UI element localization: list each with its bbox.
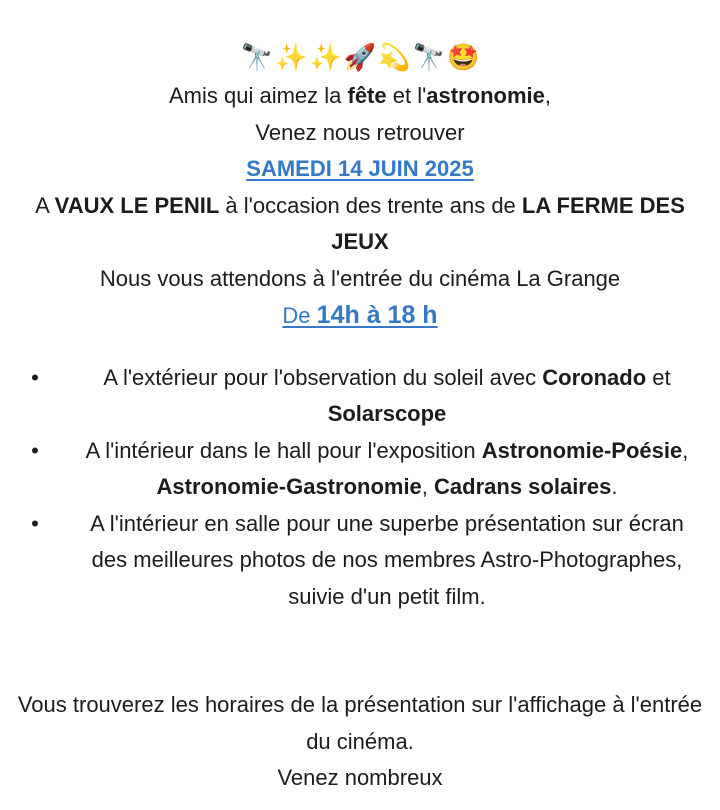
greeting-bold-astronomie: astronomie (426, 83, 545, 108)
telescope-icon: 🔭 (240, 43, 274, 73)
place-text: à l'occasion des trente ans de (219, 192, 522, 218)
list-item-bold: Solarscope (327, 401, 447, 426)
telescope-icon: 🔭 (412, 43, 445, 73)
rocket-icon: 🚀 (343, 43, 377, 73)
list-item-bold: Astronomie-Gastronomie (156, 474, 422, 499)
list-item-text: . (611, 474, 618, 499)
place-bold-venue: LA FERME DES JEUX (331, 192, 685, 254)
star-struck-icon: 🤩 (446, 43, 480, 73)
bullet-icon: • (31, 437, 39, 463)
closing-line: Venez nombreux (277, 765, 443, 790)
meeting-line: Nous vous attendons à l'entrée du cinéma La Grange (99, 265, 621, 291)
place-text: A (35, 192, 55, 218)
spacer (0, 615, 720, 687)
sparkles-icon: ✨ (309, 43, 342, 73)
greeting-line (0, 78, 720, 115)
schedule-note: Vous trouverez les horaires de la présentation sur l'affichage à l'entrée du cinéma. (17, 692, 703, 754)
bullet-icon: • (31, 510, 39, 536)
emoji-row (0, 38, 720, 78)
invite-line: Venez nous retrouver (255, 119, 465, 145)
list-item-text: A l'intérieur dans le hall pour l'exposition (85, 437, 482, 463)
list-item-text: et (646, 364, 671, 390)
greeting-bold-fete: fête (347, 83, 387, 108)
list-item (0, 433, 720, 506)
time-link[interactable]: 14h à 18 h (316, 301, 438, 329)
activity-list (0, 360, 720, 616)
list-item-bold: Astronomie-Poésie (481, 437, 683, 463)
time-line (0, 297, 720, 335)
list-item (0, 506, 720, 616)
date-line (0, 151, 720, 188)
list-item-text: , (682, 437, 689, 463)
bullet-icon: • (31, 364, 39, 390)
list-item-text: A l'extérieur pour l'observation du soleil avec (103, 364, 543, 390)
place-bold-town: VAUX LE PENIL (54, 192, 220, 218)
list-item-text: A l'intérieur en salle pour une superbe présentation sur écran des meilleures photos de nos membres Astro-Photographes, suivie d'un petit film. (90, 510, 684, 609)
dizzy-icon: 💫 (378, 43, 411, 73)
list-item-text: , (421, 474, 435, 499)
time-link-prefix[interactable]: De (282, 303, 317, 328)
greeting-text: Amis qui aimez la (168, 83, 348, 108)
place-line (0, 188, 720, 261)
sparkles-icon: ✨ (275, 43, 308, 73)
greeting-text: et l' (386, 83, 427, 108)
greeting-text: , (544, 83, 552, 108)
list-item (0, 360, 720, 433)
date-link[interactable]: SAMEDI 14 JUIN 2025 (246, 156, 474, 181)
list-item-bold: Coronado (542, 364, 647, 390)
list-item-bold: Cadrans solaires (434, 474, 612, 499)
